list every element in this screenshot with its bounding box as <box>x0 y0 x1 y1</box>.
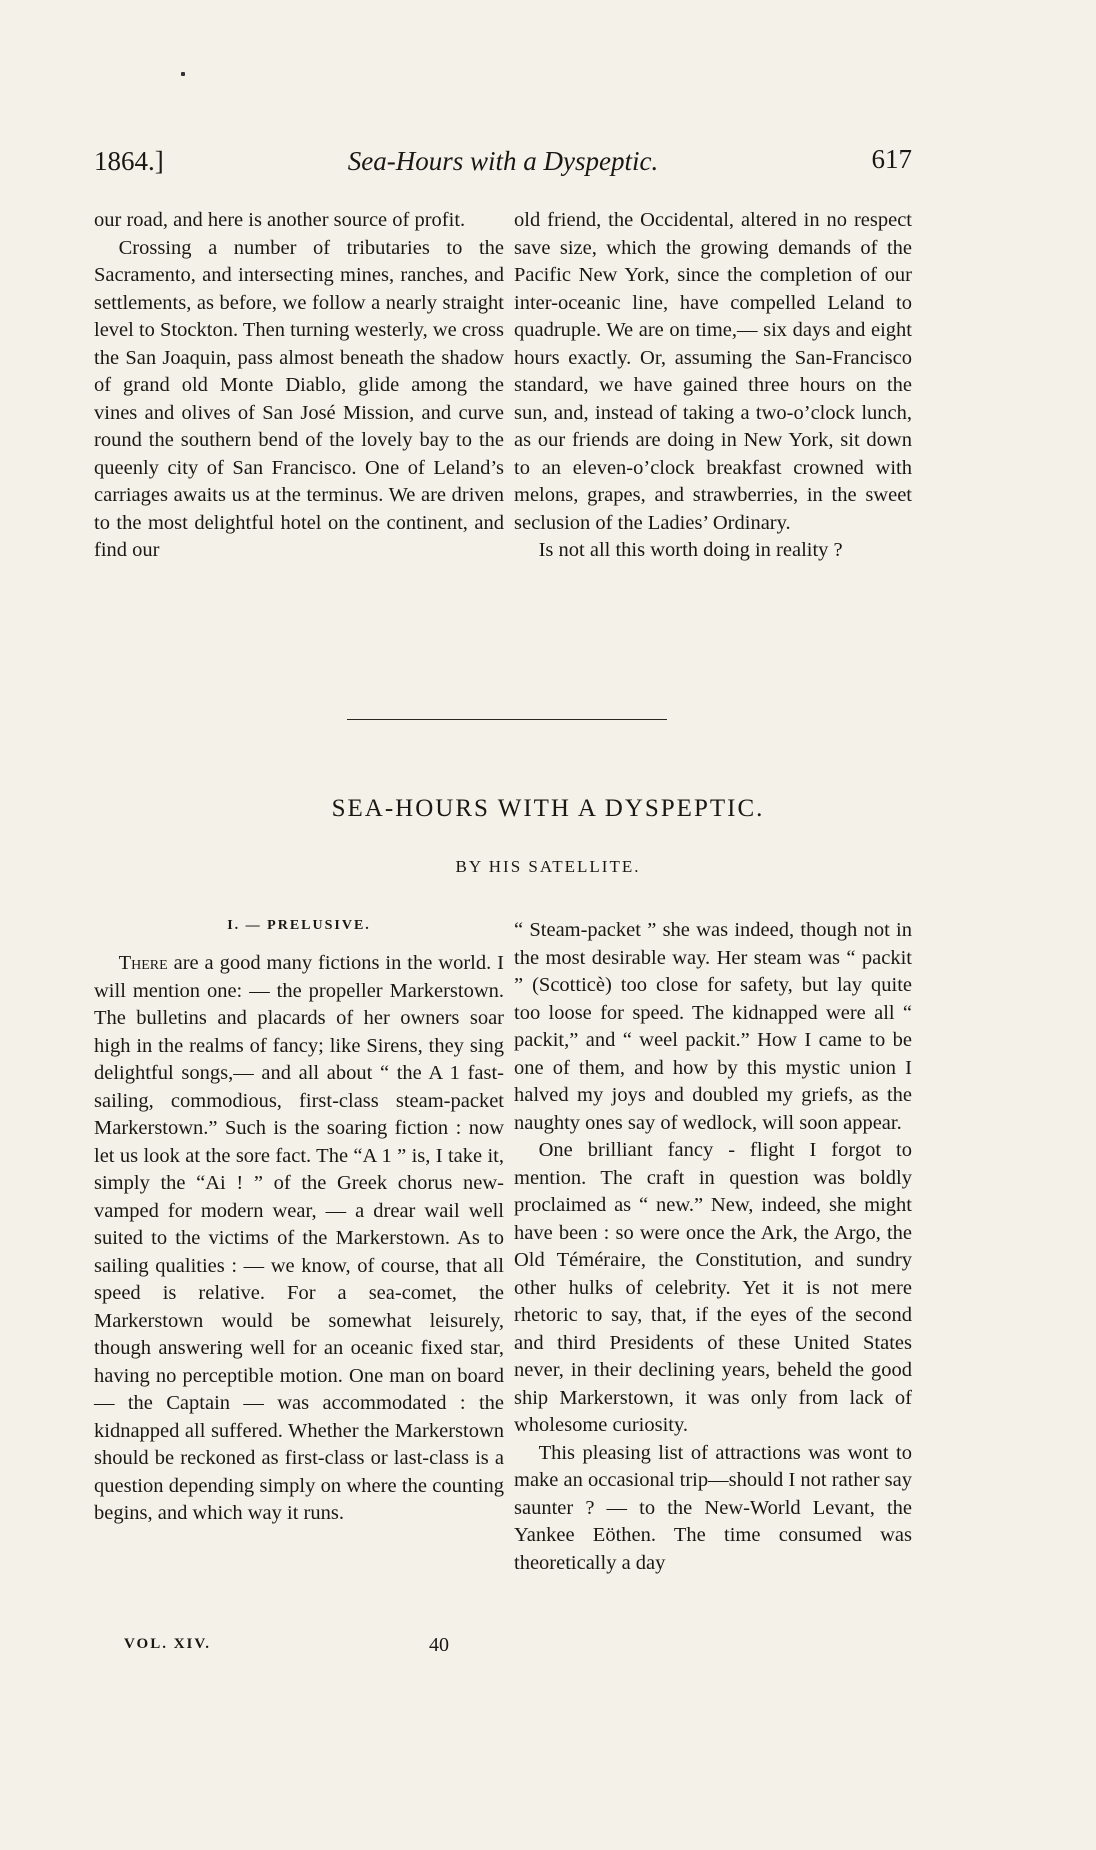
paragraph-text: are a good many fictions in the world. I will mention one: — the propeller Markerstown. The bulletins and placards of her owners soar high in the realms of fancy; like Sirens, they sing delightful songs,— and all about “ the A 1 fast-sailing, commodious, first-class steam-packet Markerstown.” Such is the soaring fiction : now let us look at the sore fact. The “A 1 ” is, I take it, simply the “Ai ! ” of the Greek chorus new-vamped for modern wear, — a drear wail well suited to the victims of the Markerstown. As to sailing qualities : — we know, of course, that all speed is relative. For a sea-comet, the Markerstown would be somewhat leisurely, though answering well for an oceanic fixed star, having no perceptible motion. One man on board — the Captain — was accommodated : the kidnapped all suffered. Whether the Markerstown should be reckoned as first-class or last-class is a question depending simply on where the counting begins, and which way it runs. <box>94 952 504 1524</box>
header-running-title: Sea-Hours with a Dyspeptic. <box>347 146 659 176</box>
footer-signature: 40 <box>429 1634 449 1656</box>
drop-lead-word: There <box>118 952 168 974</box>
article-byline: BY HIS SATELLITE. <box>455 857 641 876</box>
previous-article-column-left <box>94 207 504 565</box>
previous-article-column-right <box>514 207 912 565</box>
paragraph: This pleasing list of attractions was wont to make an occasional trip—should I not rather say saunter ? — to the New-World Levant, the Yankee Eöthen. The time consumed was theoretically a day <box>514 1441 912 1574</box>
article-column-right <box>514 917 912 1577</box>
header-year: 1864.] <box>94 146 164 176</box>
article-column-left <box>94 950 504 1528</box>
article-title: SEA-HOURS WITH A DYSPEPTIC. <box>331 795 765 822</box>
running-header <box>94 146 912 186</box>
section-heading: I. — PRELUSIVE. <box>227 918 371 933</box>
paragraph: Is not all this worth doing in reality ? <box>538 539 843 561</box>
paragraph: One brilliant fancy - flight I forgot to mention. The craft in question was boldly proclaimed as “ new.” New, indeed, she might have been : so were once the Ark, the Argo, the Old Téméraire, the Constitution, and sundry other hulks of celebrity. Yet it is not mere rhetoric to say, that, if the eyes of the second and third Presidents of these United States never, in their declining years, beheld the good ship Markerstown, it was only from lack of wholesome curiosity. <box>514 1139 912 1436</box>
section-divider-rule <box>347 719 667 720</box>
paragraph: our road, and here is another source of profit. <box>94 209 466 231</box>
footer-volume: VOL. XIV. <box>124 1636 212 1652</box>
paragraph: “ Steam-packet ” she was indeed, though not in the most desirable way. Her steam was “ packit ” (Scotticè) too close for safety, but lay quite too loose for speed. The kidnapped were all “ packit,” and “ weel packit.” How I came to be one of them, and how by this mystic union I halved my joys and doubled my griefs, as the naughty ones say of wedlock, will soon appear. <box>514 919 912 1134</box>
paragraph: Crossing a number of tributaries to the Sacramento, and intersecting mines, ranches, and settlements, as before, we follow a nearly straight level to Stockton. Then turning westerly, we cross the San Joaquin, pass almost beneath the shadow of grand old Monte Diablo, glide among the vines and olives of San José Mission, and curve round the southern bend of the lovely bay to the queenly city of San Francisco. One of Leland’s carriages awaits us at the terminus. We are driven to the most delightful hotel on the continent, and find our <box>94 236 504 561</box>
ink-speck <box>181 72 185 76</box>
paragraph: old friend, the Occidental, altered in no respect save size, which the growing demands of the Pacific New York, since the completion of our inter-oceanic line, have compelled Leland to quadruple. We are on time,— six days and eight hours exactly. Or, assuming the San-Francisco standard, we have gained three hours on the sun, and, instead of taking a two-o’clock lunch, as our friends are doing in New York, sit down to an eleven-o’clock breakfast crowned with melons, grapes, and strawberries, in the sweet seclusion of the Ladies’ Ordinary. <box>514 209 912 534</box>
header-page-number: 617 <box>871 144 912 174</box>
paragraph <box>94 950 504 1528</box>
